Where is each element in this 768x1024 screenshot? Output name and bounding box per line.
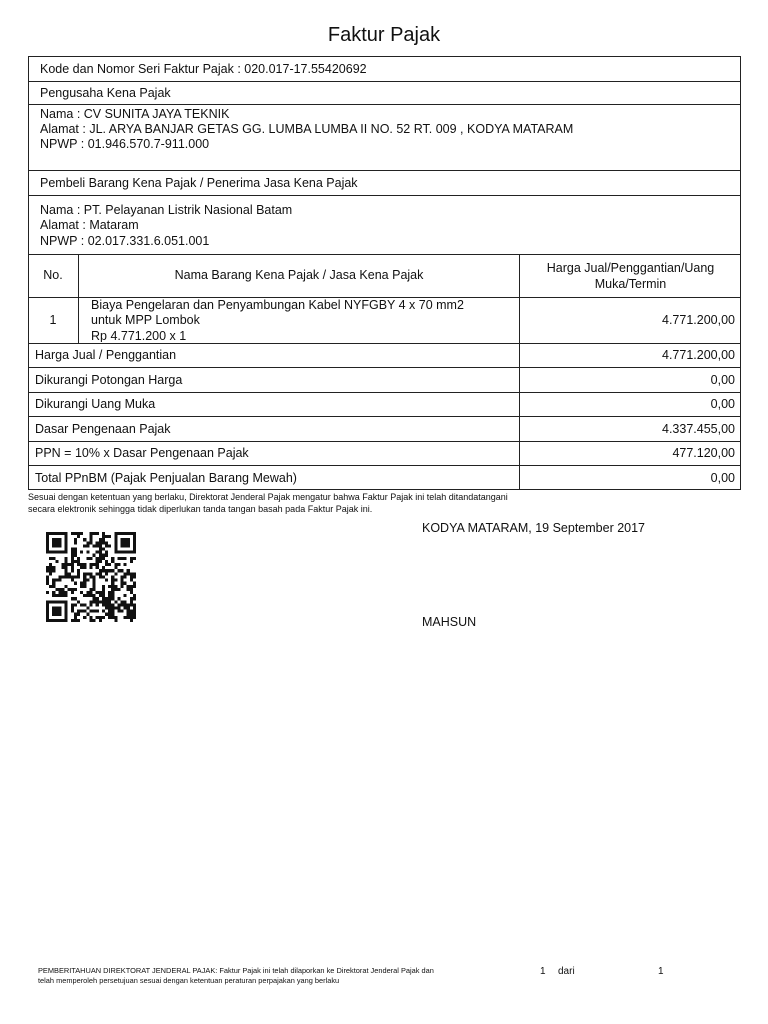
item-desc: Rp 4.771.200 x 1: [91, 329, 187, 342]
summary-label: Harga Jual / Penggantian: [35, 348, 177, 362]
divider: [28, 465, 741, 466]
summary-value: 4.771.200,00: [662, 348, 735, 362]
summary-value: 0,00: [710, 397, 735, 411]
pembeli-alamat: Alamat : Mataram: [40, 218, 139, 232]
summary-value: 4.337.455,00: [662, 422, 735, 436]
summary-value: 477.120,00: [672, 446, 735, 460]
pkp-npwp: NPWP : 01.946.570.7-911.000: [40, 137, 210, 151]
page-title: Faktur Pajak: [327, 24, 441, 46]
pembeli-nama: Nama : PT. Pelayanan Listrik Nasional Batam: [40, 203, 293, 217]
column-header-nama: Nama Barang Kena Pajak / Jasa Kena Pajak: [174, 268, 424, 282]
divider: [28, 416, 741, 417]
footer-notice: telah memperoleh persetujuan sesuai dengan ketentuan peraturan perpajakan yang berlaku: [38, 976, 340, 985]
item-amount: 4.771.200,00: [662, 313, 735, 327]
summary-label: Dikurangi Potongan Harga: [35, 373, 183, 387]
pkp-header: Pengusaha Kena Pajak: [40, 86, 171, 100]
kode-seri: Kode dan Nomor Seri Faktur Pajak : 020.017-17.55420692: [40, 62, 367, 76]
item-no: 1: [49, 313, 57, 327]
summary-label: PPN = 10% x Dasar Pengenaan Pajak: [35, 446, 249, 460]
qr-code-icon: [44, 532, 138, 622]
divider: [28, 195, 741, 196]
electronic-signature-note: Sesuai dengan ketentuan yang berlaku, Direktorat Jenderal Pajak mengatur bahwa Faktur Pajak ini telah ditandatangani: [28, 492, 508, 502]
footer-notice: PEMBERITAHUAN DIREKTORAT JENDERAL PAJAK: Faktur Pajak ini telah dilaporkan ke Direktorat Jenderal Pajak dan: [38, 966, 434, 975]
summary-value: 0,00: [710, 373, 735, 387]
item-desc: untuk MPP Lombok: [91, 313, 200, 327]
column-header-harga-2: Muka/Termin: [594, 277, 667, 291]
signer-name: MAHSUN: [422, 615, 477, 629]
divider: [28, 441, 741, 442]
summary-label: Dasar Pengenaan Pajak: [35, 422, 171, 436]
electronic-signature-note: secara elektronik sehingga tidak diperlukan tanda tangan basah pada Faktur Pajak ini.: [28, 504, 373, 514]
divider: [28, 104, 741, 105]
pkp-alamat: Alamat : JL. ARYA BANJAR GETAS GG. LUMBA LUMBA II NO. 52 RT. 009 , KODYA MATARAM: [40, 122, 574, 136]
place-date: KODYA MATARAM, 19 September 2017: [422, 521, 646, 535]
summary-value: 0,00: [710, 471, 735, 485]
pembeli-npwp: NPWP : 02.017.331.6.051.001: [40, 234, 210, 248]
page-total: 1: [658, 966, 664, 977]
divider: [28, 81, 741, 82]
summary-label: Dikurangi Uang Muka: [35, 397, 156, 411]
divider: [28, 254, 741, 255]
divider: [28, 170, 741, 171]
summary-label: Total PPnBM (Pajak Penjualan Barang Mewah): [35, 471, 297, 485]
column-header-harga: Harga Jual/Penggantian/Uang: [546, 261, 715, 275]
divider: [28, 367, 741, 368]
pkp-nama: Nama : CV SUNITA JAYA TEKNIK: [40, 107, 230, 121]
page-of: dari: [558, 966, 575, 977]
divider: [28, 343, 741, 344]
divider: [28, 392, 741, 393]
page-current: 1: [540, 966, 546, 977]
column-header-no: No.: [43, 268, 63, 282]
item-desc: Biaya Pengelaran dan Penyambungan Kabel NYFGBY 4 x 70 mm2: [91, 298, 464, 312]
pembeli-header: Pembeli Barang Kena Pajak / Penerima Jasa Kena Pajak: [40, 176, 358, 190]
